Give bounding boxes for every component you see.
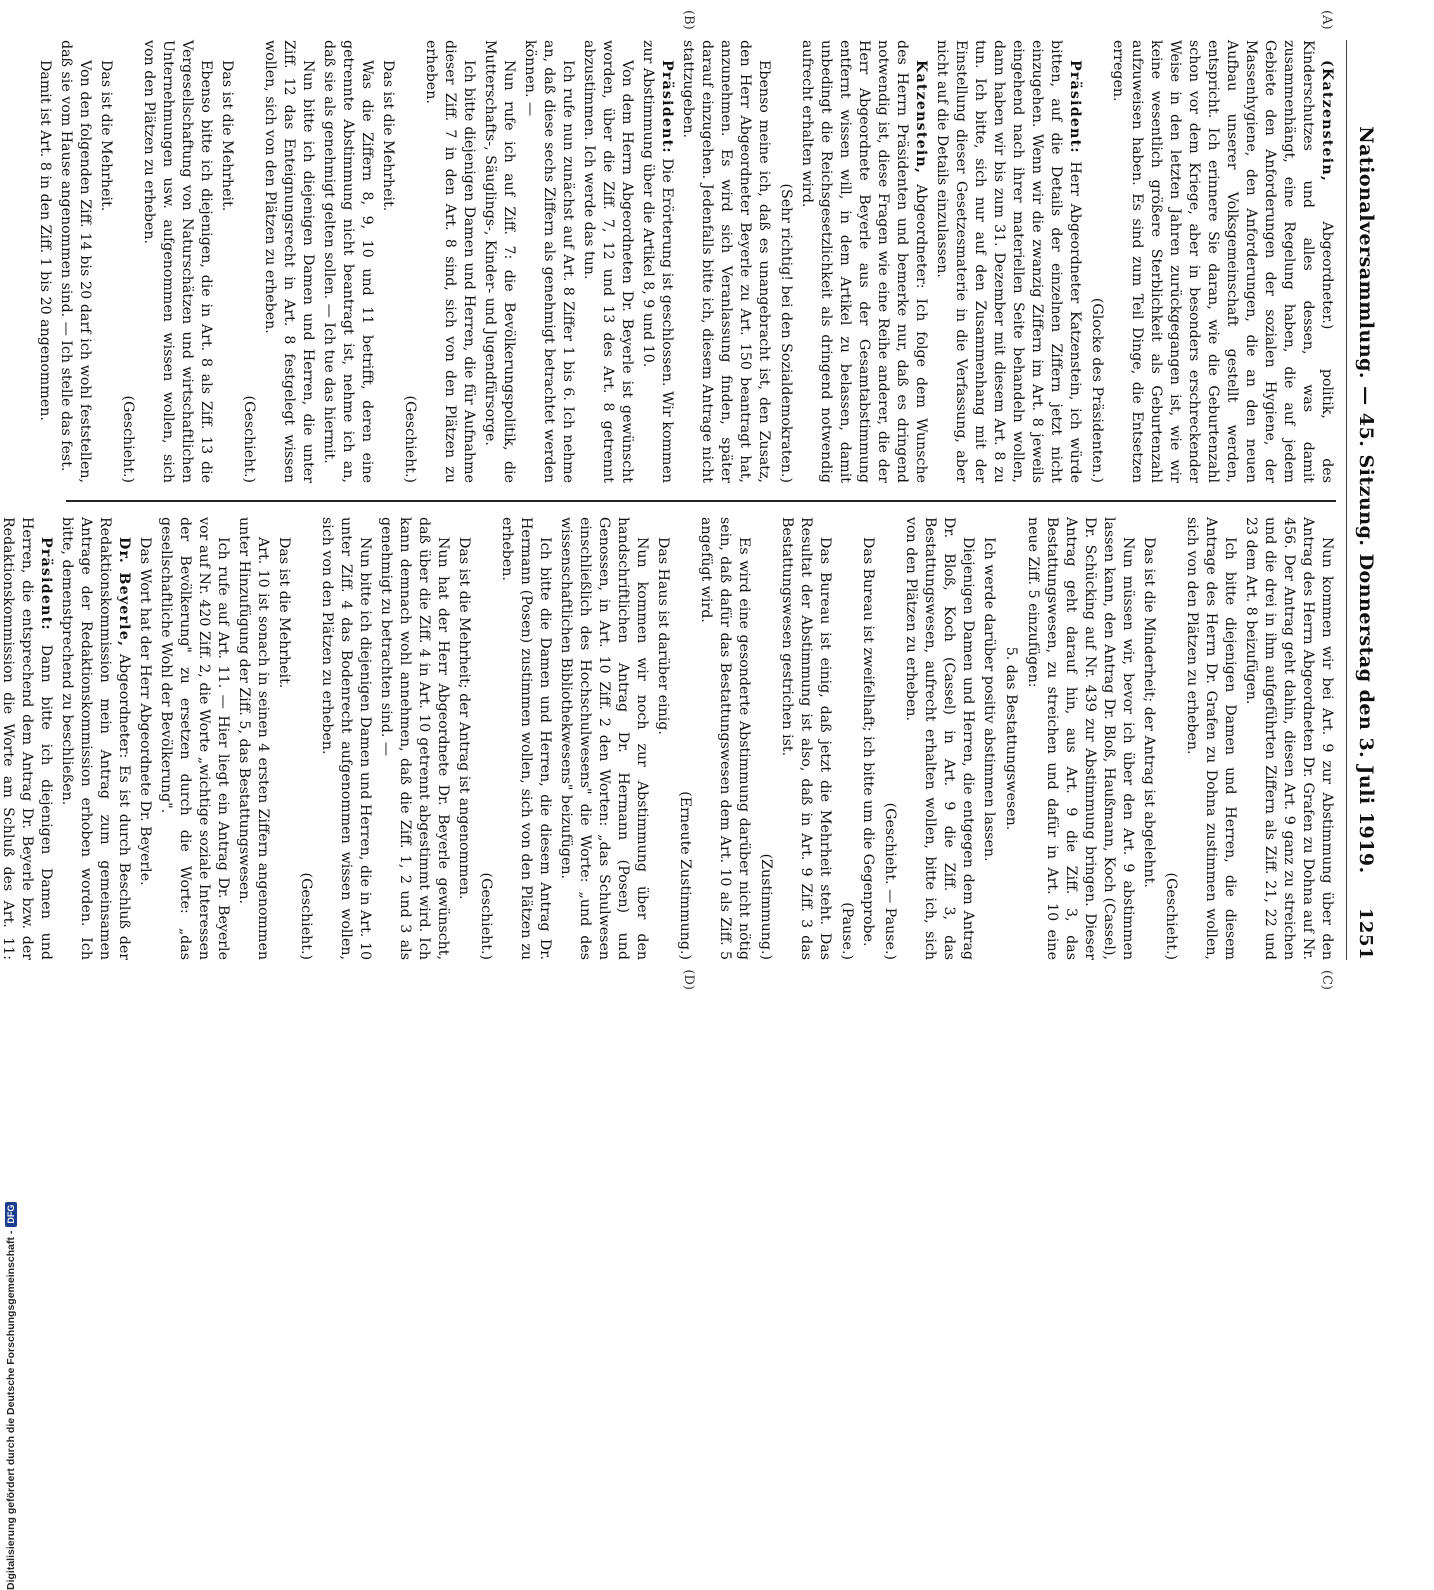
paragraph (319, 40, 376, 483)
paragraph (376, 517, 452, 960)
centered-line (1001, 517, 1020, 960)
paragraph (156, 517, 232, 960)
paragraph-text: Das ist die Mehrheit. (98, 60, 114, 212)
column-divider (66, 500, 1336, 502)
paragraph (96, 40, 115, 483)
paragraph-text: Das ist die Mehrheit; der Antrag ist angenommen. (456, 537, 472, 900)
paragraph-text: Ich bitte die Damen und Herren, die diesem Antrag Dr. Hermann (Posen) zustimmen wollen, sich von den Plätzen zu erheben. (499, 517, 553, 960)
paragraph (1139, 517, 1158, 960)
paragraph (979, 517, 998, 960)
stage-direction (476, 517, 495, 960)
paragraph-text: Was die Ziffern 8, 9, 10 und 11 betrifft, deren eine getrennte Abstimmung nicht beantragt ist, nehme ich an, daß sie als genehmigt gelten sollen. — Ich tue das hiermit. (321, 40, 375, 483)
speaker-name: (Katzenstein, (1319, 60, 1335, 182)
page-title: Nationalversammlung. — 45. Sitzung. Donnerstag den 3. Juli 1919. (1355, 126, 1377, 874)
paragraph (638, 40, 676, 483)
paragraph (1241, 517, 1336, 960)
paragraph-text: Das Wort hat der Herr Abgeordnete Dr. Beyerle. (137, 537, 153, 886)
paragraph-text: (Geschieht.) (478, 872, 494, 960)
paragraph-text: Das ist die Mehrheit. (276, 537, 292, 689)
paragraph (797, 40, 930, 483)
paragraph (1108, 40, 1336, 483)
paragraph-text: Ich werde darüber positiv abstimmen lassen. (981, 537, 997, 862)
paragraph (317, 517, 374, 960)
paragraph (858, 517, 877, 960)
paragraph (135, 517, 154, 960)
paragraph-text: Ich rufe nun zunächst auf Art. 8 Ziffer 1 bis 6. Ich nehme an, daß diese sechs Ziffern als genehmigt betrachtet werden können. — (522, 40, 576, 483)
stage-direction (1161, 517, 1180, 960)
paragraph (1182, 517, 1239, 960)
paragraph-text: Nun rufe ich auf Ziff. 7: die Bevölkerungspolitik, die Mutterschafts-, Säuglings-, Kinder- und Jugendfürsorge. (482, 40, 517, 483)
paragraph-text: Nun hat der Herr Abgeordnete Dr. Beyerle gewünscht, daß über die Ziff. 4 in Art. 10 getrennt abgestimmt wird. Ich kann demnach wohl annehmen, daß die Ziff. 1, 2 und 3 als genehmigt zu betrachten sind. — (378, 517, 451, 960)
paragraph (497, 517, 554, 960)
paragraph (932, 40, 1084, 483)
paragraph-text: Nun kommen wir noch zur Abstimmung über den handschriftlichen Antrag Dr. Hermann (Posen) und Genossen, in Art. 10 Ziff. 2 den Worten: „das Schulwesen einschließlich des Hochschulwesens" die Worte: „und des wissenschaftlichen Bibliothekwesens" beizufügen. (558, 517, 650, 960)
paragraph-text: Diejenigen Damen und Herren, die entgegen dem Antrag Dr. Bloß, Koch (Cassel) in Art. 9 die Ziff. 3, das Bestattungswesen, aufrecht erhalten wollen, bitte ich, sich von den Plätzen zu erheben. (903, 517, 976, 960)
paragraph (556, 517, 651, 960)
paragraph (653, 517, 672, 960)
paragraph-text: (Pause.) (839, 902, 855, 960)
stage-direction (675, 517, 694, 960)
stage-direction (1087, 40, 1106, 483)
paragraph-text: Die Erörterung ist geschlossen. Wir kommen zur Abstimmung über die Artikel 8, 9 und 10. (640, 40, 675, 483)
paragraph (0, 517, 55, 960)
paragraph-text: Damit ist Art. 8 in den Ziff. 1 bis 20 angenommen. (37, 60, 53, 421)
paragraph-text: Das Bureau ist einig, daß jetzt die Mehrheit steht. Das Resultat der Abstimmung ist also, daß in Art. 9 Ziff. 3 das Bestattungswesen gestrichen ist. (779, 517, 833, 960)
paragraph-text: Abgeordneter.) politik, des Kinderschutzes und alles dessen, was damit zusammenhängt, eine Regelung haben, die auf jedem Gebiete den Anforderungen der sozialen Hygiene, der Massenhygiene, den Anforderungen, die an den neuen Aufbau unserer Volksgemeinschaft gestellt werden, entspricht. Ich erinnere Sie daran, wie die Geburtenzahl schon vor dem Kriege, aber in besonders erschreckender Weise in den letzten Jahren zurückgegangen ist, wie wir keine wesentlich größere Sterblichkeit als Geburtenzahl aufzuweisen haben. Es sind zum Teil Dinge, die Entsetzen erregen. (1110, 40, 1335, 483)
right-column (0, 517, 1336, 961)
paragraph-text: (Sehr richtig! bei den Sozialdemokraten.) (778, 183, 794, 483)
stage-direction (756, 517, 775, 960)
margin-marker-d: (D) (681, 969, 696, 990)
margin-marker-a: (A) (1319, 10, 1334, 30)
paragraph (480, 40, 518, 483)
digitization-credit (2, 1204, 20, 1590)
paragraph-text: (Geschieht.) (298, 872, 314, 960)
stage-direction (776, 40, 795, 483)
paragraph-text: (Geschieht.) (241, 395, 257, 483)
paragraph (234, 517, 272, 960)
paragraph-text: Abgeordneter: Es ist durch Beschluß der Redaktionskommission mein Antrag zum gemeinsamen Antrage der Redaktionskommission erhoben worden. Ich bitte, demenstprechend zu beschließen. (59, 517, 132, 961)
paragraph (378, 40, 397, 483)
paragraph (1023, 517, 1137, 960)
stage-direction (400, 40, 419, 483)
paragraph-text: Abgeordneter: Ich folge dem Wunsche des Herrn Präsidenten und bemerke nur, daß es dringend notwendig ist, diese Fragen wie eine Reihe anderer, die der Herr Abgeordnete Beyerle aus der Gesamtabstimmung entfernt wissen will, in dem Artikel zu belassen, damit unbedingt die Reichsgesetzlichkeit als dringend notwendig aufrecht erhalten wird. (799, 40, 929, 483)
paragraph (35, 40, 54, 483)
paragraph-text: Nun müssen wir, bevor ich über den Art. 9 abstimmen lassen kann, den Antrag Dr. Bloß, Haußmann, Koch (Cassel), Dr. Schücking auf Nr. 439 zur Abstimmung bringen. Dieser Antrag geht darauf hin, aus Art. 9 die Ziff. 3, das Bestattungswesen, zu streichen und dafür in Art. 10 eine neue Ziff. 5 einzufügen: (1025, 517, 1136, 960)
stage-direction (296, 517, 315, 960)
paragraph-text: (Zustimmung.) (758, 853, 774, 960)
paragraph (57, 517, 133, 960)
paragraph-text: Art. 10 ist sonach in seinen 4 ersten Ziffern angenommen unter Hinzufügung der Ziff. 5, das Bestattungswesen. (236, 517, 271, 960)
paragraph-text: Ich bitte diejenigen Damen und Herren, die für Aufnahme dieser Ziff. 7 in den Art. 8 sind, sich von den Plätzen zu erheben. (423, 40, 477, 483)
stage-direction (837, 517, 856, 960)
paragraph (454, 517, 473, 960)
speaker-name: Präsident: (1067, 60, 1083, 154)
dfg-logo: DFG (5, 1202, 17, 1227)
paragraph-text: Ich bitte diejenigen Damen und Herren, die diesem Antrage des Herrn Dr. Grafen zu Dohna zustimmen wollen, sich von den Plätzen zu erheben. (1184, 517, 1238, 960)
paragraph (139, 40, 215, 483)
page-number: 1251 (1355, 907, 1376, 960)
paragraph-text: Es wird eine gesonderte Abstimmung darüber nicht nötig sein, daß dafür das Bestattungswesen dem Art. 10 als Ziff. 5 angefügt wird. (698, 517, 752, 960)
text-columns (0, 10, 1336, 990)
stage-direction (239, 40, 258, 483)
paragraph-text: (Geschieht.) (120, 395, 136, 483)
paragraph-text: (Glocke des Präsidenten.) (1089, 297, 1105, 483)
paragraph (777, 517, 834, 960)
stage-direction (118, 40, 137, 483)
paragraph-text: Von den folgenden Ziff. 14 bis 20 darf ich wohl feststellen, daß sie vom Hause angenommen sind. — Ich stelle das fest. (58, 40, 93, 483)
paragraph-text: 5. das Bestattungswesen. (1003, 646, 1019, 831)
margin-marker-c: (C) (1319, 969, 1334, 990)
paragraph-text: Ebenso bitte ich diejenigen, die in Art. 8 als Ziff. 13 die Vergesellschaftung von Naturschätzen und wirtschaftlichen Unternehmungen usw. aufgenommen wissen wollen, sich von den Plätzen zu erheben. (141, 40, 214, 483)
paragraph-text: Das ist die Mehrheit. (219, 60, 235, 212)
paragraph-text: Herr Abgeordneter Katzenstein, ich würde bitten, auf die Details der einzelnen Ziffern jetzt nicht einzugehen. Wenn wir die zwanzig Ziffern im Art. 8 jeweils eingehend nach ihrer materiellen Seite behandeln wollen, dann haben wir bis zum 31. Dezember mit diesem Art. 8 zu tun. Ich bitte, sich nur auf den Zusammenhang mit der Einstellung dieser Gesetzesmaterie in die Verfassung, aber nicht auf die Details einzulassen. (934, 40, 1083, 483)
paragraph (678, 40, 773, 483)
paragraph-text: Ebenso meine ich, daß es unangebracht ist, den Zusatz, den Herr Abgeordneter Beyerle zu Art. 150 beantragt hat, anzunehmen. Es wird sich Veranlassung finden, später darauf einzugehen. Jedenfalls bitte ich, diesem Antrage nicht stattzugeben. (680, 40, 772, 483)
paragraph-text: Das Bureau ist zweifelhaft; ich bitte um die Gegenprobe. (860, 537, 876, 947)
paragraph-text: (Erneute Zustimmung.) (677, 791, 693, 960)
margin-marker-b: (B) (681, 10, 696, 30)
paragraph-text: Das ist die Mehrheit. (380, 60, 396, 212)
speaker-name: Präsident: (38, 537, 54, 631)
paragraph-text: Nun bitte ich diejenigen Damen und Herren, die unter Ziff. 12 das Enteignungsrecht in Art. 8 festgelegt wissen wollen, sich von den Plätzen zu erheben. (262, 40, 316, 483)
speaker-name: Dr. Beyerle, (116, 537, 132, 648)
paragraph (901, 517, 977, 960)
speaker-name: Katzenstein, (913, 60, 929, 175)
paragraph (520, 40, 577, 483)
page-header (1346, 40, 1377, 960)
left-column (37, 40, 1336, 483)
paragraph-text: (Geschieht. — Pause.) (882, 802, 898, 960)
credit-text: Digitalisierung gefördert durch die Deutsche Forschungsgemeinschaft - (5, 1230, 17, 1590)
paragraph-text: Von dem Herrn Abgeordneten Dr. Beyerle ist gewünscht worden, über die Ziff. 7, 12 und 13 des Art. 8 getrennt abzustimmen. Ich werde das tun. (581, 40, 635, 483)
paragraph (579, 40, 636, 483)
paragraph (217, 40, 236, 483)
stage-direction (880, 517, 899, 960)
paragraph-text: Nun bitte ich diejenigen Damen und Herren, die in Art. 10 unter Ziff. 4 das Bodenrecht aufgenommen wissen wollen, sich von den Plätzen zu erheben. (319, 517, 373, 960)
paragraph-text: Nun kommen wir bei Art. 9 zur Abstimmung über den Antrag des Herrn Abgeordneten Dr. Grafen zu Dohna auf Nr. 456. Der Antrag geht dahin, diesen Art. 9 ganz zu streichen und die drei in ihm aufgeführten Ziffern als Ziff. 21, 22 und 23 dem Art. 8 beizufügen. (1243, 517, 1335, 960)
paragraph (274, 517, 293, 960)
paragraph-text: Ich rufe auf Art. 11. — Hier liegt ein Antrag Dr. Beyerle vor auf Nr. 420 Ziff. 2, die Worte „wichtige soziale Interessen der Bevölkerung" zu ersetzen durch die Worte: „das gesellschaftliche Wohl der Bevölkerung". (158, 517, 231, 960)
paragraph (696, 517, 753, 960)
paragraph-text: (Geschieht.) (1163, 872, 1179, 960)
paragraph (56, 40, 94, 483)
speaker-name: Präsident: (659, 60, 675, 154)
paragraph-text: Das ist die Minderheit; der Antrag ist abgelehnt. (1141, 537, 1157, 888)
paragraph (421, 40, 478, 483)
paragraph-text: Dann bitte ich diejenigen Damen und Herren, die entsprechend dem Antrag Dr. Beyerle bzw. der Redaktionskommission die Worte am Schluß des Art. 11: (0, 517, 54, 960)
paragraph-text: Das Haus ist darüber einig. (655, 537, 671, 735)
paragraph-text: (Geschieht.) (402, 395, 418, 483)
paragraph (260, 40, 317, 483)
